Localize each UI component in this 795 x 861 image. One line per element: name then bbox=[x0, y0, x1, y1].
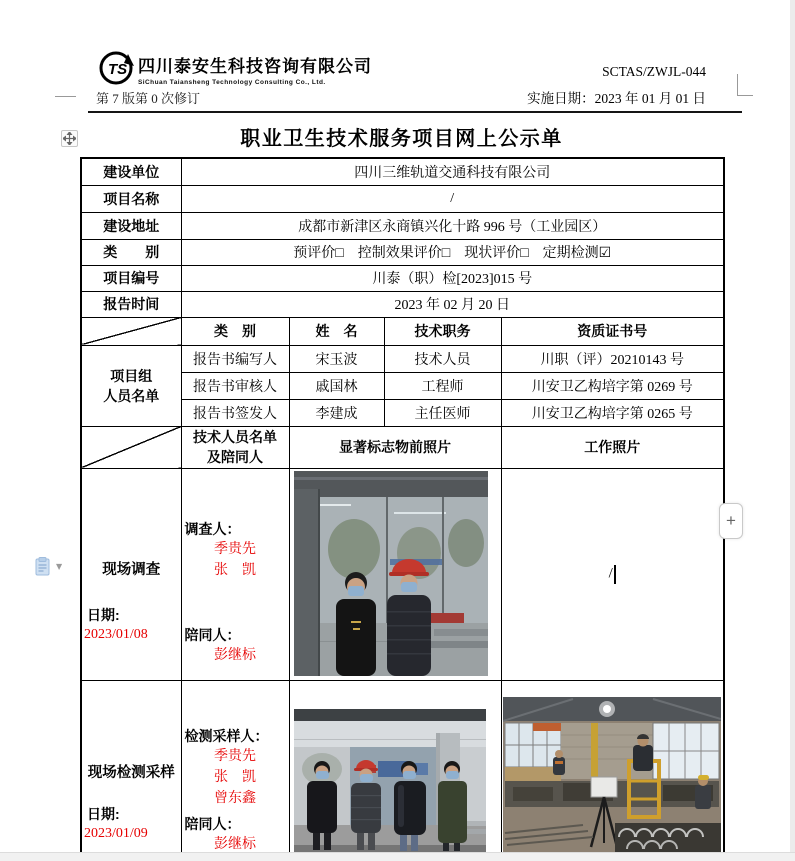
diagonal-cell-team bbox=[81, 317, 181, 345]
document-code: SCTAS/ZWJL-044 bbox=[602, 64, 706, 79]
label-category: 类 别 bbox=[81, 239, 181, 265]
member-role: 报告书审核人 bbox=[181, 372, 289, 399]
survey-photo-cell bbox=[289, 468, 501, 680]
member-name: 宋玉波 bbox=[289, 345, 384, 372]
sampling-label: 现场检测采样 bbox=[87, 765, 175, 782]
sampling-info bbox=[81, 680, 181, 861]
member-role: 报告书签发人 bbox=[181, 399, 289, 426]
team-header-category: 类 别 bbox=[181, 317, 289, 345]
sampler-label: 检测采样人： bbox=[184, 728, 269, 745]
table-move-handle-icon[interactable] bbox=[61, 130, 78, 147]
header-margin-mark-right bbox=[737, 74, 738, 96]
sampling-work-photo bbox=[503, 697, 721, 854]
surveyor-name: 张 凯 bbox=[214, 562, 256, 578]
diagonal-cell-photos bbox=[81, 426, 181, 468]
survey-date: 2023/01/08 bbox=[84, 626, 148, 642]
value-construction-unit: 四川三维轨道交通科技有限公司 bbox=[181, 158, 724, 185]
revision-text: 第 7 版第 0 次修订 bbox=[96, 91, 201, 106]
chevron-down-icon: ▼ bbox=[56, 561, 63, 571]
member-title: 工程师 bbox=[384, 372, 501, 399]
site-survey-label: 现场调查 bbox=[102, 561, 161, 578]
header-margin-mark-left bbox=[55, 96, 76, 97]
member-title: 主任医师 bbox=[384, 399, 501, 426]
sampling-landmark-photo bbox=[294, 709, 486, 854]
clipboard-icon bbox=[35, 557, 52, 576]
sampler-name: 季贵先 bbox=[214, 749, 256, 765]
member-name: 李建成 bbox=[289, 399, 384, 426]
label-construction-address: 建设地址 bbox=[81, 212, 181, 239]
value-category-checkboxes: 预评价□ 控制效果评价□ 现状评价□ 定期检测☑ bbox=[181, 239, 724, 265]
team-header-name: 姓 名 bbox=[289, 317, 384, 345]
label-project-team-line1: 项目组 bbox=[110, 367, 153, 384]
survey-people bbox=[181, 468, 289, 680]
survey-work-photo-value: / bbox=[608, 565, 613, 582]
header-divider bbox=[88, 111, 742, 113]
value-construction-address: 成都市新津区永商镇兴化十路 996 号（工业园区） bbox=[181, 212, 724, 239]
add-button[interactable]: + bbox=[719, 503, 743, 539]
company-name-en: SiChuan Taiansheng Technology Consulting Co., Ltd. bbox=[138, 79, 326, 86]
label-work-photo: 工作照片 bbox=[501, 426, 724, 468]
label-construction-unit: 建设单位 bbox=[81, 158, 181, 185]
label-staff-list-line1: 技术人员名单 bbox=[193, 429, 277, 445]
svg-text:TS: TS bbox=[108, 61, 128, 78]
label-landmark-photo: 显著标志物前照片 bbox=[289, 426, 501, 468]
value-project-name: / bbox=[181, 185, 724, 212]
company-logo-icon bbox=[98, 50, 136, 86]
value-report-date: 2023 年 02 月 20 日 bbox=[181, 291, 724, 317]
window-edge-right bbox=[790, 0, 795, 861]
header-margin-mark-right-h bbox=[737, 95, 753, 96]
company-name-block bbox=[138, 52, 372, 86]
window-edge-bottom[interactable] bbox=[0, 852, 795, 861]
surveyor-label: 调查人： bbox=[184, 520, 241, 537]
member-role: 报告书编写人 bbox=[181, 345, 289, 372]
member-cert: 川职（评）20210143 号 bbox=[501, 345, 724, 372]
paste-options-button[interactable] bbox=[35, 556, 69, 576]
member-cert: 川安卫乙构培字第 0269 号 bbox=[501, 372, 724, 399]
sampling-photo-cell bbox=[289, 680, 501, 861]
company-name-cn: 四川泰安生科技咨询有限公司 bbox=[138, 57, 372, 76]
label-project-name: 项目名称 bbox=[81, 185, 181, 212]
label-staff-list bbox=[181, 426, 289, 468]
label-report-date: 报告时间 bbox=[81, 291, 181, 317]
escort-label: 陪同人： bbox=[184, 816, 241, 833]
sampler-name: 张 凯 bbox=[214, 770, 256, 786]
label-project-number: 项目编号 bbox=[81, 265, 181, 291]
member-cert: 川安卫乙构培字第 0265 号 bbox=[501, 399, 724, 426]
label-project-team bbox=[81, 345, 181, 426]
member-title: 技术人员 bbox=[384, 345, 501, 372]
escort-name: 彭继标 bbox=[214, 837, 256, 853]
sampling-row bbox=[81, 680, 724, 861]
survey-landmark-photo bbox=[294, 471, 488, 676]
team-header-title: 技术职务 bbox=[384, 317, 501, 345]
survey-date-label: 日期: bbox=[87, 606, 120, 623]
site-survey-info bbox=[81, 468, 181, 680]
table-row bbox=[81, 345, 724, 372]
surveyor-name: 季贵先 bbox=[214, 541, 256, 557]
escort-name: 彭继标 bbox=[214, 647, 256, 663]
sampling-date: 2023/01/09 bbox=[84, 826, 148, 842]
label-staff-list-line2: 及陪同人 bbox=[207, 449, 263, 465]
team-header-cert: 资质证书号 bbox=[501, 317, 724, 345]
form-table bbox=[80, 157, 725, 861]
survey-work-photo-cell[interactable] bbox=[501, 468, 724, 680]
site-survey-row bbox=[81, 468, 724, 680]
value-project-number: 川泰（职）检[2023]015 号 bbox=[181, 265, 724, 291]
page-title: 职业卫生技术服务项目网上公示单 bbox=[240, 128, 563, 150]
implementation-date: 实施日期：2023 年 01 月 01 日 bbox=[527, 91, 706, 106]
escort-label: 陪同人： bbox=[184, 626, 241, 643]
label-project-team-line2: 人员名单 bbox=[103, 387, 160, 404]
sampler-name: 曾东鑫 bbox=[214, 791, 256, 807]
sampling-date-label: 日期: bbox=[87, 806, 120, 823]
member-name: 戚国林 bbox=[289, 372, 384, 399]
sampling-people bbox=[181, 680, 289, 861]
sampling-work-photo-cell bbox=[501, 680, 724, 861]
text-cursor bbox=[614, 565, 616, 584]
